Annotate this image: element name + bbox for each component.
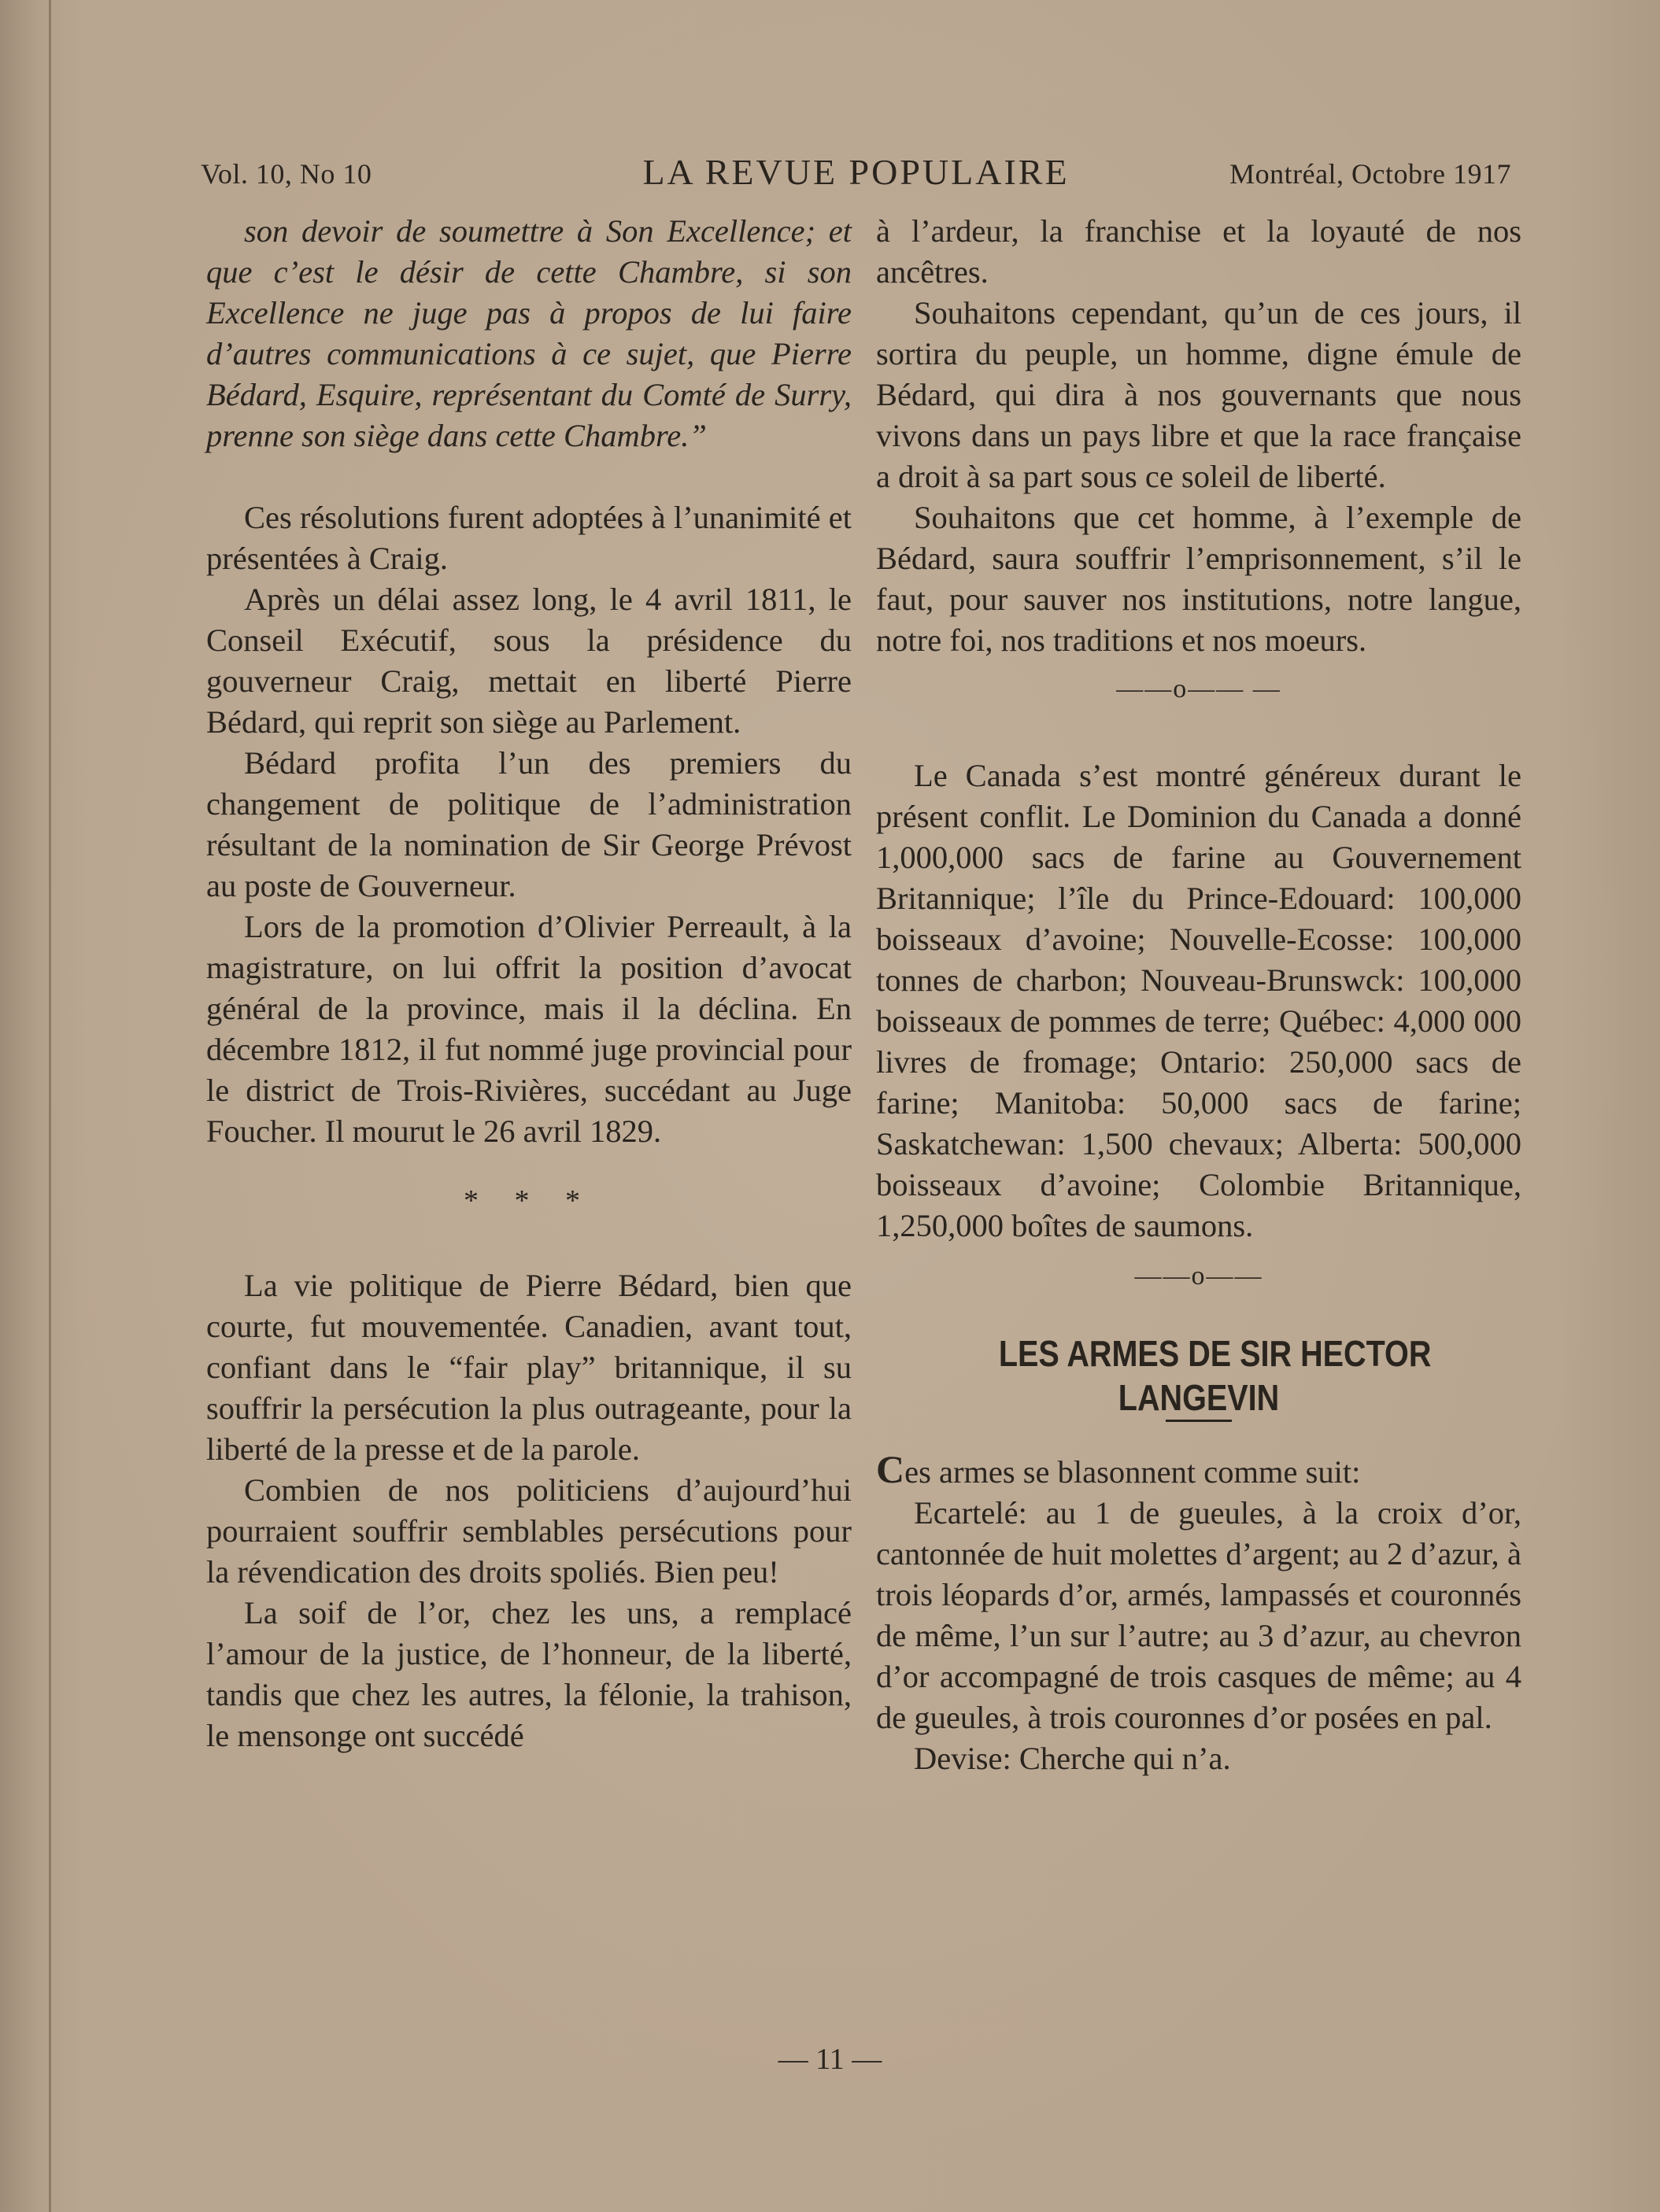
drop-cap: C xyxy=(876,1447,905,1491)
separator: ——o—— — xyxy=(1116,674,1281,703)
quoted-resolution: son devoir de soumettre à Son Excellence; et que c’est le désir de cette Chambre, si son Excellence ne juge pas à propos de lui faire d’autres communications à ce sujet, que Pierre Bédard, Esquire, représentant du Comté de Surry, prenne son siège dans cette Chambre.” xyxy=(206,213,852,453)
right-column xyxy=(876,211,1521,1779)
paragraph: Le Canada s’est montré généreux durant le présent conflit. Le Dominion du Canada a donné 1,000,000 sacs de farine au Gouvernement Britannique; l’île du Prince-Edouard: 100,000 boisseaux d’avoine; Nouvelle-Ecosse: 100,000 tonnes de charbon; Nouveau-Brunswck: 100,000 boisseaux de pommes de terre; Québec: 4,000 000 livres de fromage; Ontario: 250,000 sacs de farine; Manitoba: 50,000 sacs de farine; Saskatchewan: 1,500 chevaux; Alberta: 500,000 boisseaux d’avoine; Colombie Britannique, 1,250,000 boîtes de saumons. xyxy=(876,758,1521,1243)
page-number: — 11 — xyxy=(778,2043,882,2076)
running-header xyxy=(201,151,1511,198)
paragraph: Lors de la promotion d’Olivier Perreault, à la magistrature, on lui offrit la position d’avocat général de la province, mais il la déclina. En décembre 1812, il fut nommé juge provincial pour le district de Trois-Rivières, succédant au Juge Foucher. Il mourut le 26 avril 1829. xyxy=(206,909,852,1149)
section-break-stars: * * * xyxy=(464,1184,594,1217)
paragraph: Souhaitons que cet homme, à l’exemple de Bédard, saura souffrir l’emprisonnement, s’il le faut, pour sauver nos institutions, notre langue, notre foi, nos traditions et nos moeurs. xyxy=(876,500,1521,658)
paragraph: à l’ardeur, la franchise et la loyauté de nos ancêtres. xyxy=(876,213,1521,290)
paragraph: La soif de l’or, chez les uns, a remplacé l’amour de la justice, de l’honneur, de la liberté, tandis que chez les autres, la félonie, la trahison, le mensonge ont succédé xyxy=(206,1595,852,1753)
paragraph: Ces résolutions furent adoptées à l’unanimité et présentées à Craig. xyxy=(206,500,852,576)
paragraph: La vie politique de Pierre Bédard, bien que courte, fut mouvementée. Canadien, avant tout, confiant dans le “fair play” britannique, il su souffrir la persécution la plus outrageante, pour la liberté de la presse et de la parole. xyxy=(206,1268,852,1467)
header-volume: Vol. 10, No 10 xyxy=(201,158,372,190)
paragraph: Devise: Cherche qui n’a. xyxy=(914,1741,1231,1776)
paragraph xyxy=(876,1449,1521,1493)
paragraph: Bédard profita l’un des premiers du changement de politique de l’administration résultant de la nomination de Sir George Prévost au poste de Gouverneur. xyxy=(206,745,852,903)
header-title: LA REVUE POPULAIRE xyxy=(642,152,1070,192)
separator: ——o—— xyxy=(1134,1261,1263,1291)
paragraph-text: es armes se blasonnent comme suit: xyxy=(904,1454,1361,1490)
paragraph: Après un délai assez long, le 4 avril 1811, le Conseil Exécutif, sous la présidence du gouverneur Craig, mettait en liberté Pierre Bédard, qui reprit son siège au Parlement. xyxy=(206,582,852,740)
article-heading: LES ARMES DE SIR HECTOR LANGEVIN xyxy=(998,1333,1432,1418)
header-date: Montréal, Octobre 1917 xyxy=(1229,158,1511,190)
paragraph: Souhaitons cependant, qu’un de ces jours, il sortira du peuple, un homme, digne émule de Bédard, qui dira à nos gouvernants que nous vivons dans un pays libre et que la race française a droit à sa part sous ce soleil de liberté. xyxy=(876,295,1521,494)
heading-rule xyxy=(1166,1420,1232,1422)
paragraph: Ecartelé: au 1 de gueules, à la croix d’or, cantonnée de huit molettes d’argent; au 2 d’azur, à trois léopards d’or, armés, lampassés et couronnés de même, l’un sur l’autre; au 3 d’azur, au chevron d’or accompagné de trois casques de même; au 4 de gueules, à trois couronnes d’or posées en pal. xyxy=(876,1495,1521,1735)
paragraph: Combien de nos politiciens d’aujourd’hui pourraient souffrir semblables persécutions pour la révendication des droits spoliés. Bien peu! xyxy=(206,1472,852,1590)
page-spine-shadow xyxy=(49,0,51,2212)
left-column xyxy=(206,211,852,1756)
